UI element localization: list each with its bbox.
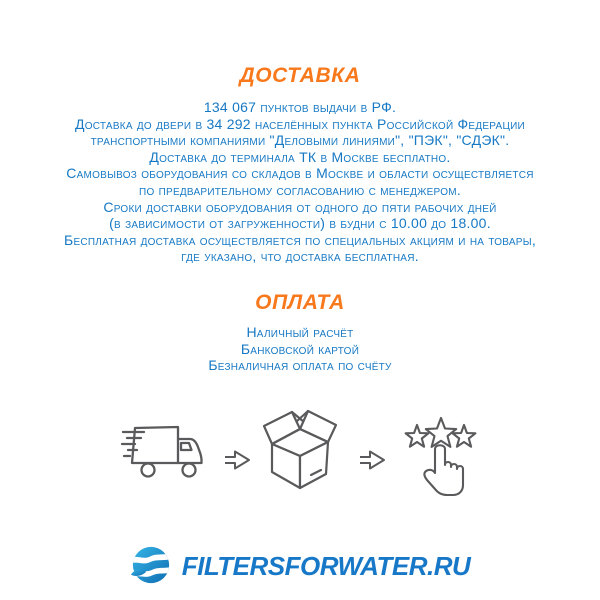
delivery-line: Сроки доставки оборудования от одного до пяти рабочих дней — [103, 198, 497, 215]
arrow-right-icon — [357, 447, 387, 473]
delivery-line: (в зависимости от загруженности) в будни с 10.00 до 18.00. — [109, 215, 491, 232]
delivery-info-text — [0, 99, 600, 265]
delivery-line: Самовывоз оборудования со складов в Москве и области осуществляется — [66, 165, 534, 182]
delivery-line: Бесплатная доставка осуществляется по специальных акциям и на товары, — [64, 231, 536, 248]
payment-line: Банковской картой — [240, 340, 360, 357]
site-logo-text: FILTERSFORWATER.RU — [181, 550, 471, 581]
delivery-line: Доставка до терминала ТК в Москве бесплатно. — [149, 148, 451, 165]
site-logo[interactable] — [0, 542, 600, 590]
payment-line: Безналичная оплата по счёту — [208, 357, 392, 374]
delivery-line: 134 067 пунктов выдачи в РФ. — [203, 99, 397, 115]
delivery-line: транспортными компаниями "Деловыми линиями", "ПЭК", "СДЭК". — [90, 132, 510, 149]
payment-info-text — [0, 324, 600, 374]
arrow-right-icon — [222, 447, 252, 473]
payment-line: Наличный расчёт — [246, 324, 354, 340]
star-center — [426, 418, 456, 447]
delivery-truck-icon — [117, 423, 212, 485]
rating-stars-hand-icon — [404, 411, 486, 501]
open-box-icon — [259, 404, 341, 496]
delivery-section-title: ДОСТАВКА — [239, 64, 361, 87]
pointing-hand — [424, 445, 463, 495]
water-wave-logo-icon — [130, 545, 172, 587]
delivery-line: где указано, что доставка бесплатная. — [181, 248, 419, 265]
delivery-line: Доставка до двери в 34 292 населённых пункта Российской Федерации — [75, 115, 525, 132]
delivery-line: по предварительному согласованию с менеджером. — [139, 181, 461, 198]
payment-section-title: ОПЛАТА — [255, 291, 345, 314]
star-left — [406, 425, 429, 447]
